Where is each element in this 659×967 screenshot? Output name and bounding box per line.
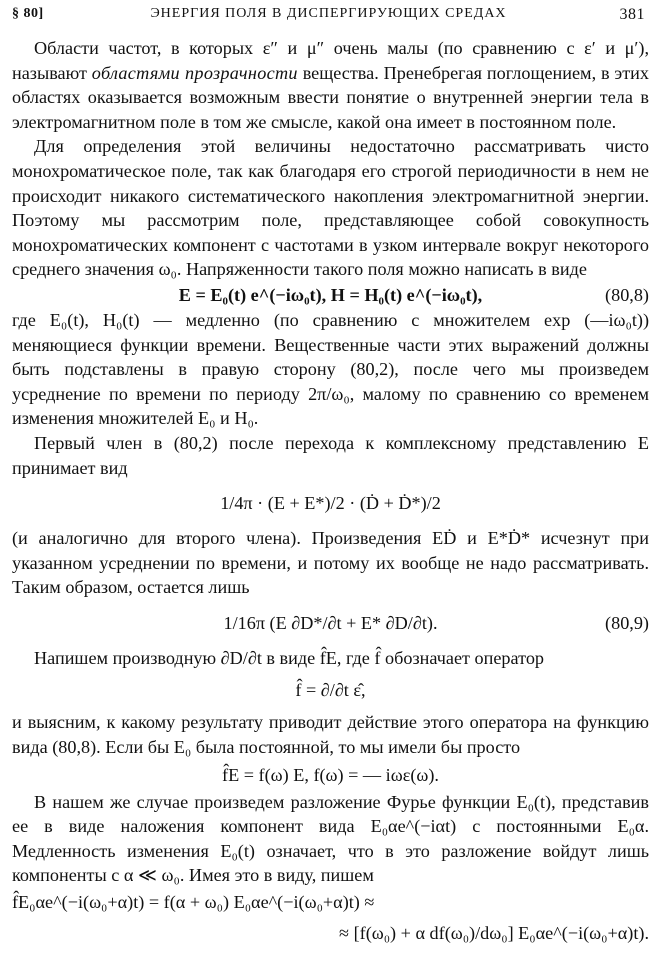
paragraph-1: Области частот, в которых ε″ и μ″ очень малы (по сравнению с ε′ и μ′), называют областями прозрачности вещества. Пренебрегая поглощением, в этих областях оказывается возможным ввести понятие о внутренней энергии тела в электромагнитном поле в том же смысле, какой она имеет в постоянном поле. [12, 38, 650, 132]
page-header [12, 6, 645, 26]
equation-constant-case: f̂E = f(ω) E, f(ω) = — iωε(ω). [222, 764, 439, 785]
section-marker: § 80] [12, 6, 44, 21]
paragraph-2: Для определения этой величины недостаточно рассматривать чисто монохроматическое поле, так как благодаря его строгой периодичности в нем не происходит никакого систематического накопления электромагнитной энергии. Поэтому мы рассмотрим поле, представляющее собой совокупность монохроматических компонент с частотами в узком интервале вокруг некоторого среднего значения ω₀. Напряженности такого поля можно написать в виде [12, 136, 649, 280]
emphasis-term: областями прозрачности [91, 62, 298, 83]
paragraph-6: Напишем производную ∂D/∂t в виде f̂E, где f̂ обозначает оператор [34, 647, 545, 668]
paragraph-7: и выясним, к какому результату приводит действие этого оператора на функцию вида (80,8). Если бы E₀ была постоянной, то мы имели бы просто [12, 712, 649, 758]
paragraph-8: В нашем же случае произведем разложение Фурье функции E₀(t), представив ее в виде наложения компонент вида E₀αe^(−iαt) с постоянными E₀α. Медленность изменения E₀(t) означает, что в это разложение войдут лишь компоненты с α ≪ ω₀. Имея это в виду, пишем [12, 791, 649, 886]
equation-80-9: 1/16π (E ∂D*/∂t + E* ∂D/∂t). (80,9) [12, 600, 649, 646]
equation-expansion-line-1: f̂E₀αe^(−i(ω₀+α)t) = f(α + ω₀) E₀αe^(−i(ω₀+α)t) ≈ [12, 892, 375, 913]
running-title: ЭНЕРГИЯ ПОЛЯ В ДИСПЕРГИРУЮЩИХ СРЕДАХ [150, 6, 507, 21]
equation-operator: f̂ = ∂/∂t ε̂, [295, 680, 366, 701]
page-number: 381 [619, 6, 645, 23]
paragraph-4: Первый член в (80,2) после перехода к комплексному представлению E принимает вид [12, 432, 649, 478]
equation-energy-term: 1/4π · (E + E*)/2 · (Ḋ + Ḋ*)/2 [220, 493, 441, 514]
page-body [12, 36, 649, 950]
equation-number: (80,9) [605, 612, 649, 633]
paragraph-5: (и аналогично для второго члена). Произведения EḊ и E*Ḋ* исчезнут при указанном усреднении по времени, и потому их вообще не надо рассматривать. Таким образом, остается лишь [12, 528, 649, 598]
paragraph-3: где E₀(t), H₀(t) — медленно (по сравнению с множителем exp (—iω₀t)) меняющиеся функции времени. Вещественные части этих выражений должны быть подставлены в правую сторону (80,2), после чего мы произведем усреднение по времени по периоду 2π/ω₀, малому по сравнению со временем изменения множителей E₀ и H₀. [12, 309, 649, 429]
equation-80-8: E = E₀(t) e^(−iω₀t), H = H₀(t) e^(−iω₀t), (80,8) [12, 282, 649, 308]
equation-expansion-line-2: ≈ [f(ω₀) + α df(ω₀)/dω₀] E₀αe^(−i(ω₀+α)t). [339, 923, 649, 944]
equation-number: (80,8) [605, 284, 649, 305]
